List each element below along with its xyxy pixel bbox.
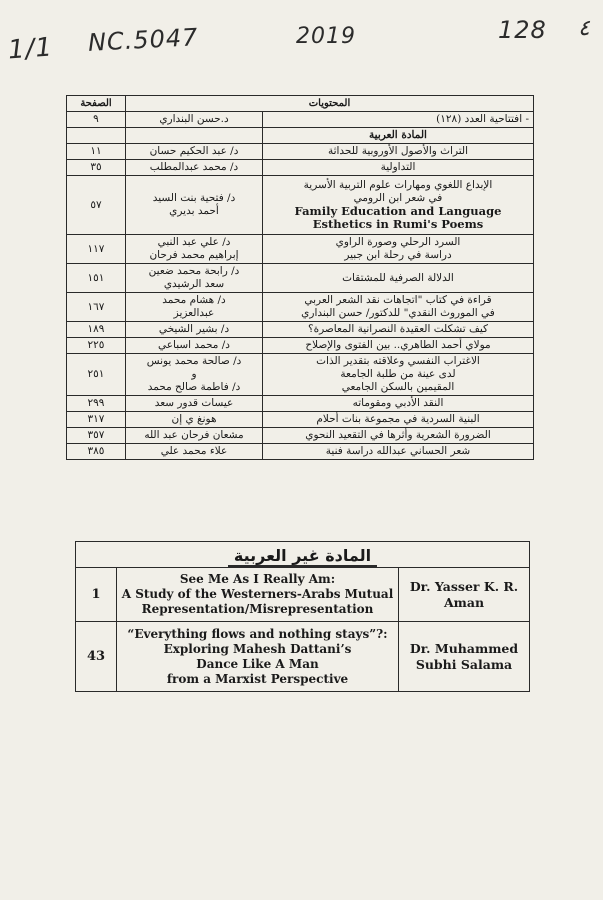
table-row (67, 128, 534, 144)
title-line: السرد الرحلي وصورة الراوي (335, 236, 461, 248)
table-row (67, 354, 534, 396)
article-author (126, 264, 263, 293)
table-row (67, 112, 534, 128)
author-line: Aman (443, 594, 485, 610)
article-page: ٩ (67, 112, 126, 128)
article-author: د/ عبد الحكيم حسان (126, 144, 263, 160)
table-row (67, 396, 534, 412)
title-line: دراسة في رحلة ابن جبير (344, 249, 452, 261)
article-page: ٥٧ (67, 176, 126, 235)
section-title: المادة العربية (263, 128, 534, 144)
author-line: أحمد بديري (169, 205, 219, 217)
handwritten-year: 2019 (296, 24, 356, 49)
article-title: النقد الأدبي ومقوماته (263, 396, 534, 412)
article-page: ٢٢٥ (67, 338, 126, 354)
title-line: Exploring Mahesh Dattani’s (163, 641, 352, 656)
title-line: A Study of the Westerners-Arabs Mutual (121, 587, 394, 601)
title-line: See Me As I Really Am: (179, 572, 336, 586)
article-title: التداولية (263, 160, 534, 176)
foreign-header (76, 542, 530, 568)
title-line: from a Marxist Perspective (166, 671, 349, 686)
handwritten-issue: 128 (498, 16, 547, 44)
article-page: ٣٥٧ (67, 428, 126, 444)
title-line: في شعر ابن الرومي (353, 192, 443, 204)
article-author (126, 128, 263, 144)
table-row (67, 293, 534, 322)
article-title: - افتتاحية العدد (١٢٨) (263, 112, 534, 128)
handwritten-code: NC.5047 (87, 23, 200, 57)
handwritten-fraction: 1/1 (7, 32, 54, 66)
author-line: د/ فتحية بنت السيد (152, 192, 236, 204)
article-page: ١١ (67, 144, 126, 160)
author-line: د/ صالحة محمد يونس (146, 355, 242, 367)
article-author: عيسات قدور سعد (126, 396, 263, 412)
contents-header-row (67, 96, 534, 112)
article-title: الضرورة الشعرية وأثرها في التقعيد النحوي (263, 428, 534, 444)
article-page: ١١٧ (67, 235, 126, 264)
article-author: د.حسن البنداري (126, 112, 263, 128)
author-line: Dr. Muhammed (409, 640, 519, 656)
article-title: مولاي أحمد الطاهري.. بين الفتوى والإصلاح (263, 338, 534, 354)
english-title-line: Family Education and Language (294, 204, 502, 218)
contents-header: المحتويات (126, 96, 534, 112)
article-author (126, 176, 263, 235)
table-row (67, 428, 534, 444)
title-line: في الموروث النقدي" للدكتور/ حسن البنداري (301, 307, 495, 319)
article-page: ١٨٩ (67, 322, 126, 338)
title-line: Dance Like A Man (196, 656, 319, 671)
author-line: د/ رابحة محمد ضعين (148, 265, 240, 277)
author-line: Subhi Salama (415, 656, 513, 672)
article-page: ٣١٧ (67, 412, 126, 428)
title-line: Representation/Misrepresentation (141, 602, 374, 616)
contents-table (66, 95, 534, 460)
article-page: 1 (76, 568, 117, 622)
article-title (263, 176, 534, 235)
article-page: 43 (76, 622, 117, 692)
article-title: البنية السردية في مجموعة بنات أحلام (263, 412, 534, 428)
article-author: د/ محمد عبدالمطلب (126, 160, 263, 176)
table-row (67, 235, 534, 264)
table-row (67, 338, 534, 354)
author-line: د/ علي عبد النبي (157, 236, 231, 248)
foreign-header-text: المادة غير العربية (228, 546, 377, 567)
article-title: التراث والأصول الأوروبية للحداثة (263, 144, 534, 160)
table-row (67, 144, 534, 160)
title-line: الإبداع اللغوي ومهارات علوم التربية الأسرية (303, 179, 493, 191)
article-page: ٢٥١ (67, 354, 126, 396)
article-author: د/ بشير الشيخي (126, 322, 263, 338)
article-page: ٢٩٩ (67, 396, 126, 412)
article-title (263, 354, 534, 396)
article-page: ١٥١ (67, 264, 126, 293)
author-line: د/ هشام محمد (162, 294, 226, 306)
article-title: شعر الحساني عبدالله دراسة فنية (263, 444, 534, 460)
article-author: د/ محمد اسباعي (126, 338, 263, 354)
author-line: د/ فاطمة صالح محمد (147, 381, 241, 393)
table-row (76, 568, 530, 622)
article-author: هونغ ي إن (126, 412, 263, 428)
article-author (126, 235, 263, 264)
article-author (399, 622, 530, 692)
table-row (67, 444, 534, 460)
title-line: المقيمين بالسكن الجامعي (341, 381, 455, 393)
article-author (399, 568, 530, 622)
author-line: إبراهيم محمد فرحان (149, 249, 239, 261)
author-line: Dr. Yasser K. R. (409, 578, 519, 594)
table-row (67, 322, 534, 338)
article-author (126, 354, 263, 396)
title-line: قراءة في كتاب "اتجاهات نقد الشعر العربي (304, 294, 492, 306)
article-page: ٣٥ (67, 160, 126, 176)
title-line: لدى عينة من طلبة الجامعة (340, 368, 456, 380)
foreign-material-table (75, 541, 530, 692)
author-line: سعد الرشيدي (163, 278, 225, 290)
table-row (76, 622, 530, 692)
article-author: علاء محمد علي (126, 444, 263, 460)
article-title (117, 568, 399, 622)
article-page: ٣٨٥ (67, 444, 126, 460)
table-row (67, 160, 534, 176)
title-line: الاغتراب النفسي وعلاقته بتقدير الذات (316, 355, 480, 367)
page-header: الصفحة (67, 96, 126, 112)
article-author (126, 293, 263, 322)
handwritten-side-mark: ٤ (578, 16, 590, 41)
article-title (263, 293, 534, 322)
author-line: عبدالعزيز (173, 307, 215, 319)
article-author: مشعان فرحان عبد الله (126, 428, 263, 444)
english-title-line: Esthetics in Rumi's Poems (312, 217, 484, 231)
article-title: كيف تشكلت العقيدة النصرانية المعاصرة؟ (263, 322, 534, 338)
table-row (67, 412, 534, 428)
table-row (67, 176, 534, 235)
title-line: “Everything flows and nothing stays”?: (127, 626, 388, 641)
article-title: الدلالة الصرفية للمشتقات (263, 264, 534, 293)
article-title (263, 235, 534, 264)
author-line: و (191, 368, 197, 380)
article-page: ١٦٧ (67, 293, 126, 322)
table-row (67, 264, 534, 293)
article-page (67, 128, 126, 144)
foreign-header-row (76, 542, 530, 568)
article-title (117, 622, 399, 692)
